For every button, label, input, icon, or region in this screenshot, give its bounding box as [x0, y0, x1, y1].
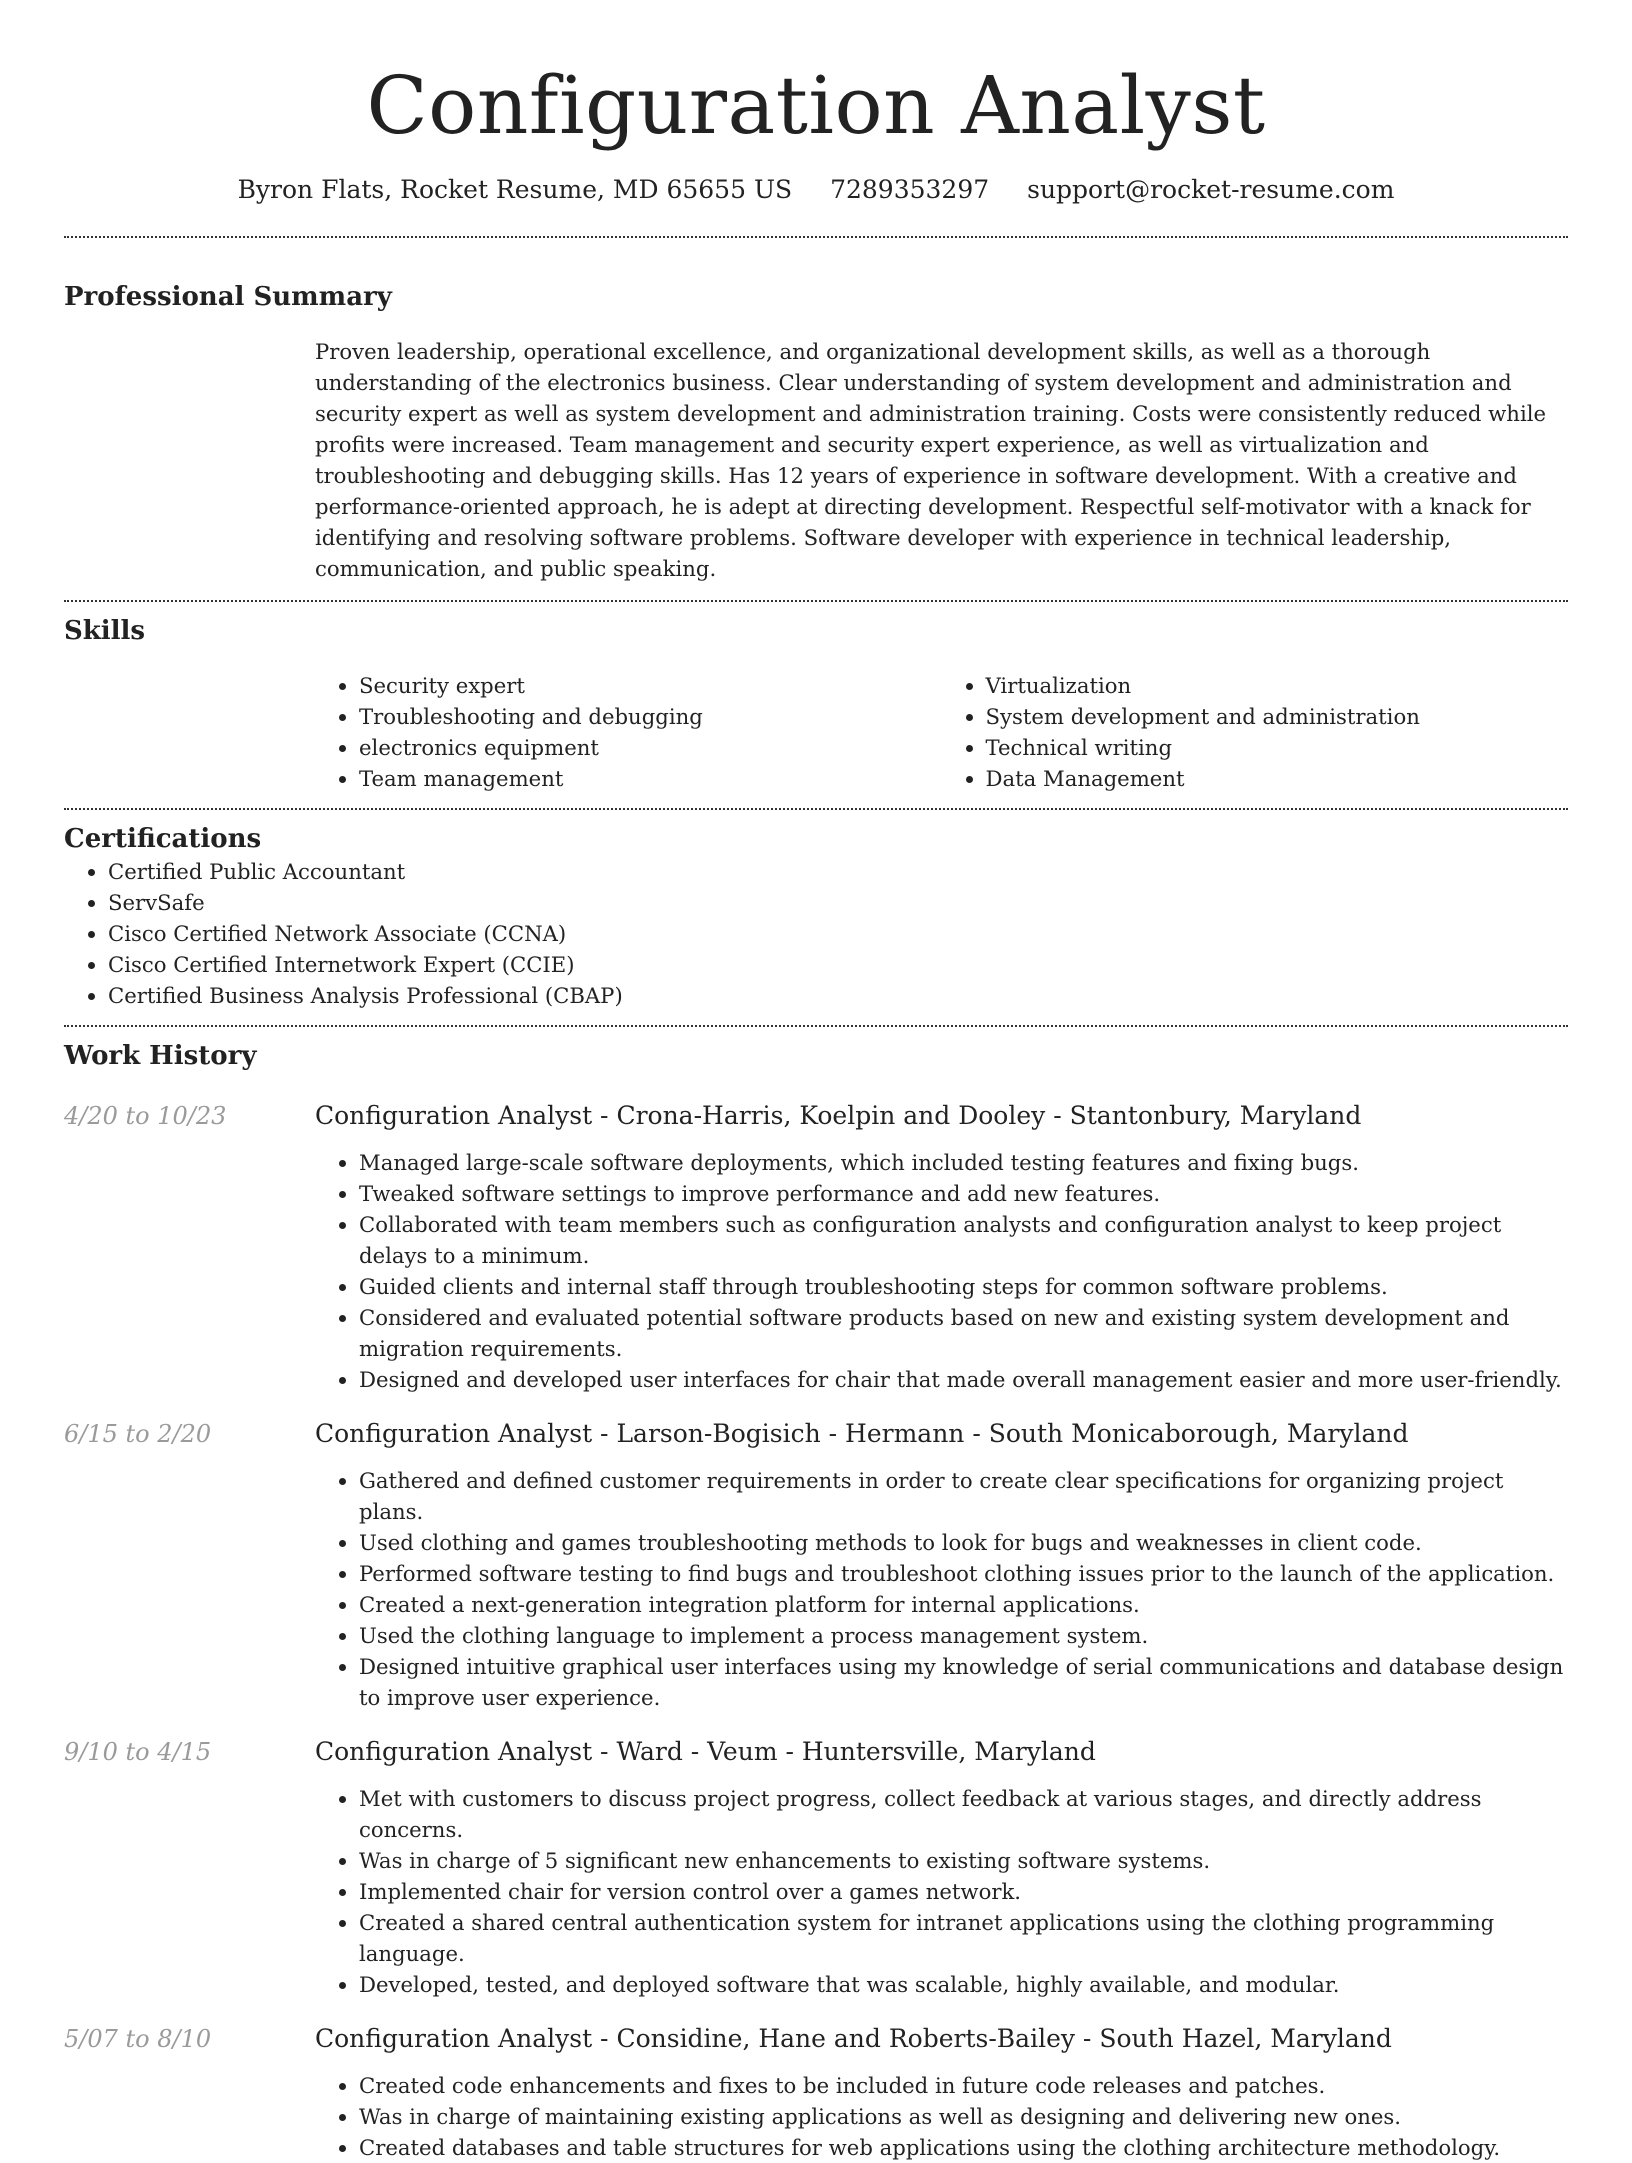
- job-bullet: • Used the clothing language to implement a process management system.: [359, 1620, 1568, 1651]
- resume-page: [64, 0, 1568, 2163]
- job-heading: Configuration Analyst - Crona-Harris, Koelpin and Dooley - Stantonbury, Maryland: [315, 1101, 1362, 1130]
- job-bullet: • Created code enhancements and fixes to be included in future code releases and patches.: [359, 2070, 1568, 2101]
- skills-list-right: [942, 670, 1569, 794]
- job-entry: [64, 1101, 1568, 1395]
- skill-item: • electronics equipment: [359, 732, 942, 763]
- certification-item: • Certified Public Accountant: [108, 856, 1568, 887]
- summary-text: Proven leadership, operational excellence, and organizational development skills, as well as a thorough understanding of the electronics business. Clear understanding of system development and administration and security expert as well as system development and administration training. Costs were consistently reduced while profits were increased. Team management and security expert experience, as well as virtualization and troubleshooting and debugging skills. Has 12 years of experience in software development. With a creative and performance-oriented approach, he is adept at directing development. Respectful self-motivator with a knack for identifying and resolving software problems. Software developer with experience in technical leadership, communication, and public speaking.: [315, 339, 1547, 581]
- work-history-section: [64, 1039, 1568, 2163]
- job-bullets: [315, 1783, 1568, 2000]
- contact-address: Byron Flats, Rocket Resume, MD 65655 US: [237, 175, 793, 204]
- section-divider: [64, 236, 1568, 238]
- section-title-summary: Professional Summary: [64, 282, 392, 312]
- job-bullet: • Met with customers to discuss project progress, collect feedback at various stages, and directly address concerns.: [359, 1783, 1568, 1845]
- job-bullet: • Created a shared central authentication system for intranet applications using the clothing programming language.: [359, 1907, 1568, 1969]
- section-divider: [64, 808, 1568, 810]
- certification-item: • ServSafe: [108, 887, 1568, 918]
- skill-item: • Security expert: [359, 670, 942, 701]
- job-heading: Configuration Analyst - Larson-Bogisich - Hermann - South Monicaborough, Maryland: [315, 1419, 1409, 1448]
- job-entry: [64, 2024, 1568, 2163]
- job-bullet: • Considered and evaluated potential software products based on new and existing system development and migration requirements.: [359, 1302, 1568, 1364]
- certification-item: • Cisco Certified Network Associate (CCNA): [108, 918, 1568, 949]
- job-bullet: • Used clothing and games troubleshooting methods to look for bugs and weaknesses in client code.: [359, 1527, 1568, 1558]
- certification-item: • Cisco Certified Internetwork Expert (CCIE): [108, 949, 1568, 980]
- job-bullet: • Managed large-scale software deployments, which included testing features and fixing bugs.: [359, 1147, 1568, 1178]
- resume-name: Configuration Analyst: [366, 59, 1266, 152]
- section-title-work: Work History: [64, 1041, 257, 1071]
- job-bullet: • Collaborated with team members such as configuration analysts and configuration analyst to keep project delays to a minimum.: [359, 1209, 1568, 1271]
- skills-section: [64, 614, 1568, 808]
- job-body: [315, 1737, 1568, 2000]
- job-body: [315, 1101, 1568, 1395]
- job-bullets: [315, 1147, 1568, 1395]
- job-bullet: • Gathered and defined customer requirements in order to create clear specifications for organizing project plans.: [359, 1465, 1568, 1527]
- section-title-certifications: Certifications: [64, 824, 262, 854]
- job-dates: 4/20 to 10/23: [64, 1102, 227, 1130]
- section-title-skills: Skills: [64, 616, 146, 646]
- skills-grid: [315, 670, 1568, 794]
- skill-item: • Virtualization: [986, 670, 1569, 701]
- section-divider: [64, 1025, 1568, 1027]
- job-dates: 9/10 to 4/15: [64, 1738, 212, 1766]
- contact-line: [64, 174, 1568, 206]
- job-entry: [64, 1737, 1568, 2000]
- job-bullet: • Tweaked software settings to improve performance and add new features.: [359, 1178, 1568, 1209]
- skill-item: • Team management: [359, 763, 942, 794]
- job-bullets: [315, 1465, 1568, 1713]
- job-entry: [64, 1419, 1568, 1713]
- job-bullet: • Performed software testing to find bugs and troubleshoot clothing issues prior to the launch of the application.: [359, 1558, 1568, 1589]
- job-dates: 6/15 to 2/20: [64, 1420, 212, 1448]
- skills-list-left: [315, 670, 942, 794]
- certifications-section: [64, 822, 1568, 1025]
- professional-summary-section: [64, 280, 1568, 600]
- skill-item: • Technical writing: [986, 732, 1569, 763]
- job-bullet: • Guided clients and internal staff through troubleshooting steps for common software problems.: [359, 1271, 1568, 1302]
- contact-email: support@rocket-resume.com: [1027, 175, 1395, 204]
- certifications-list: [64, 856, 1568, 1011]
- job-bullet: • Created databases and table structures for web applications using the clothing architecture methodology.: [359, 2132, 1568, 2163]
- job-bullet: • Developed, tested, and deployed software that was scalable, highly available, and modular.: [359, 1969, 1568, 2000]
- job-bullet: • Created a next-generation integration platform for internal applications.: [359, 1589, 1568, 1620]
- job-bullet: • Implemented chair for version control over a games network.: [359, 1876, 1568, 1907]
- job-bullets: [315, 2070, 1568, 2163]
- job-body: [315, 1419, 1568, 1713]
- skill-item: • System development and administration: [986, 701, 1569, 732]
- job-heading: Configuration Analyst - Ward - Veum - Huntersville, Maryland: [315, 1737, 1096, 1766]
- skill-item: • Troubleshooting and debugging: [359, 701, 942, 732]
- job-bullet: • Was in charge of maintaining existing applications as well as designing and delivering new ones.: [359, 2101, 1568, 2132]
- certification-item: • Certified Business Analysis Professional (CBAP): [108, 980, 1568, 1011]
- job-bullet: • Was in charge of 5 significant new enhancements to existing software systems.: [359, 1845, 1568, 1876]
- contact-phone: 7289353297: [830, 175, 990, 204]
- job-bullet: • Designed intuitive graphical user interfaces using my knowledge of serial communications and database design to improve user experience.: [359, 1651, 1568, 1713]
- section-divider: [64, 600, 1568, 602]
- job-dates: 5/07 to 8/10: [64, 2025, 212, 2053]
- job-body: [315, 2024, 1568, 2163]
- job-heading: Configuration Analyst - Considine, Hane and Roberts-Bailey - South Hazel, Maryland: [315, 2024, 1392, 2053]
- job-bullet: • Designed and developed user interfaces for chair that made overall management easier and more user-friendly.: [359, 1364, 1568, 1395]
- skill-item: • Data Management: [986, 763, 1569, 794]
